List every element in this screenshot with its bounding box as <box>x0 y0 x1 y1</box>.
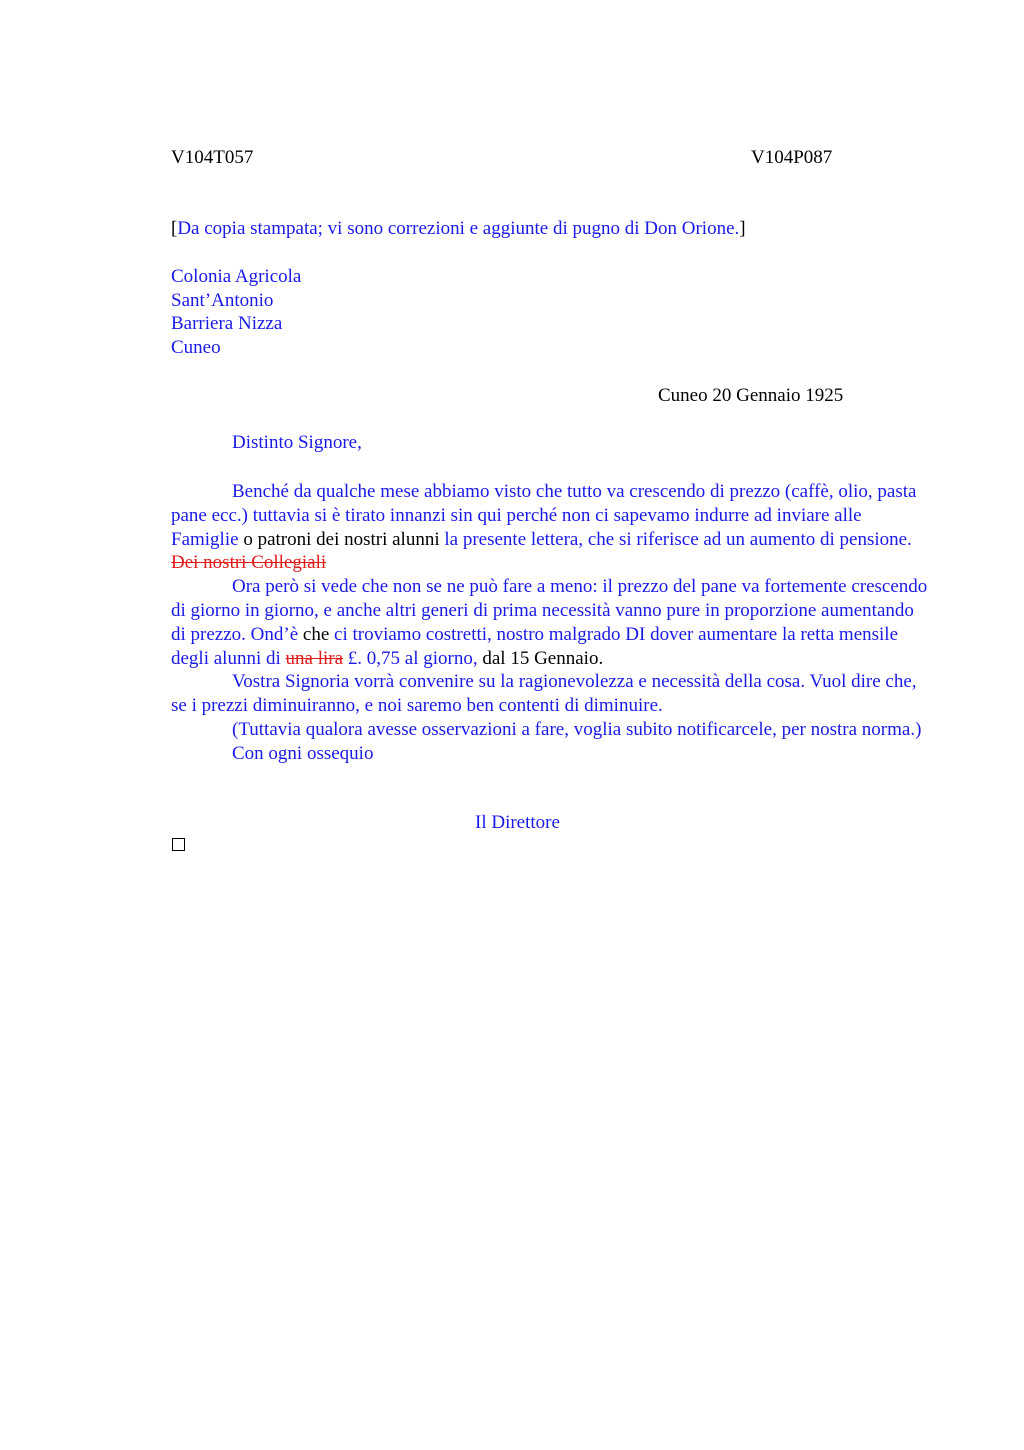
paragraph-2-text: Ora però si vede che non se ne può fare a meno: il prezzo del pane va fortemente crescendo di giorno in giorno, e anche altri generi di prima necessità vanno pure in proporzione aumentando di prezzo. Ond’è <box>171 576 928 645</box>
paragraph-1-deletion: Dei nostri Collegiali <box>171 552 327 574</box>
note-open-bracket: [ <box>171 218 178 239</box>
checkbox-icon <box>172 838 185 851</box>
paragraph-2-date-insertion: dal 15 Gennaio. <box>477 647 604 669</box>
salutation: Distinto Signore, <box>232 432 362 453</box>
paragraph-2-amount: £. 0,75 al giorno, <box>343 647 478 669</box>
address-line-3: Barriera Nizza <box>171 313 283 334</box>
letter-date: Cuneo 20 Gennaio 1925 <box>658 385 844 406</box>
paragraph-2-insertion: che <box>298 623 330 645</box>
note-close-bracket: ] <box>739 218 746 239</box>
paragraph-2 <box>171 575 931 670</box>
address-line-1: Colonia Agricola <box>171 266 302 287</box>
paragraph-1-continuation: la presente lettera, che si riferisce ad un aumento di pensione. <box>439 528 912 550</box>
paragraph-1 <box>171 480 931 575</box>
address-line-2: Sant’Antonio <box>171 290 274 311</box>
paragraph-1-text: Benché da qualche mese abbiamo visto che tutto va crescendo di prezzo (caffè, olio, pasta pane ecc.) tuttavia si è tirato innanzi sin qui perché non ci sapevamo indurre ad inviare alle Famiglie <box>171 481 917 550</box>
closing: Con ogni ossequio <box>232 742 374 764</box>
document-code-right: V104P087 <box>751 147 833 168</box>
paragraph-1-insertion: o patroni dei nostri alunni <box>238 528 440 550</box>
paragraph-2-deletion: una lira <box>285 647 344 669</box>
address-line-4: Cuneo <box>171 337 221 358</box>
signature: Il Direttore <box>475 812 560 833</box>
paragraph-2-continuation: ci troviamo costretti, nostro malgrado DI dover aumentare la retta mensile degli alunni di <box>171 623 899 669</box>
paragraph-4: (Tuttavia qualora avesse osservazioni a fare, voglia subito notificarcele, per nostra norma.) <box>232 718 922 740</box>
editorial-note <box>171 217 746 241</box>
letter-body <box>171 480 931 766</box>
note-text: Da copia stampata; vi sono correzioni e aggiunte di pugno di Don Orione. <box>177 218 740 239</box>
paragraph-3: Vostra Signoria vorrà convenire su la ragionevolezza e necessità della cosa. Vuol dire che, se i prezzi diminuiranno, e noi saremo ben contenti di diminuire. <box>171 671 917 717</box>
document-code-left: V104T057 <box>171 147 254 168</box>
